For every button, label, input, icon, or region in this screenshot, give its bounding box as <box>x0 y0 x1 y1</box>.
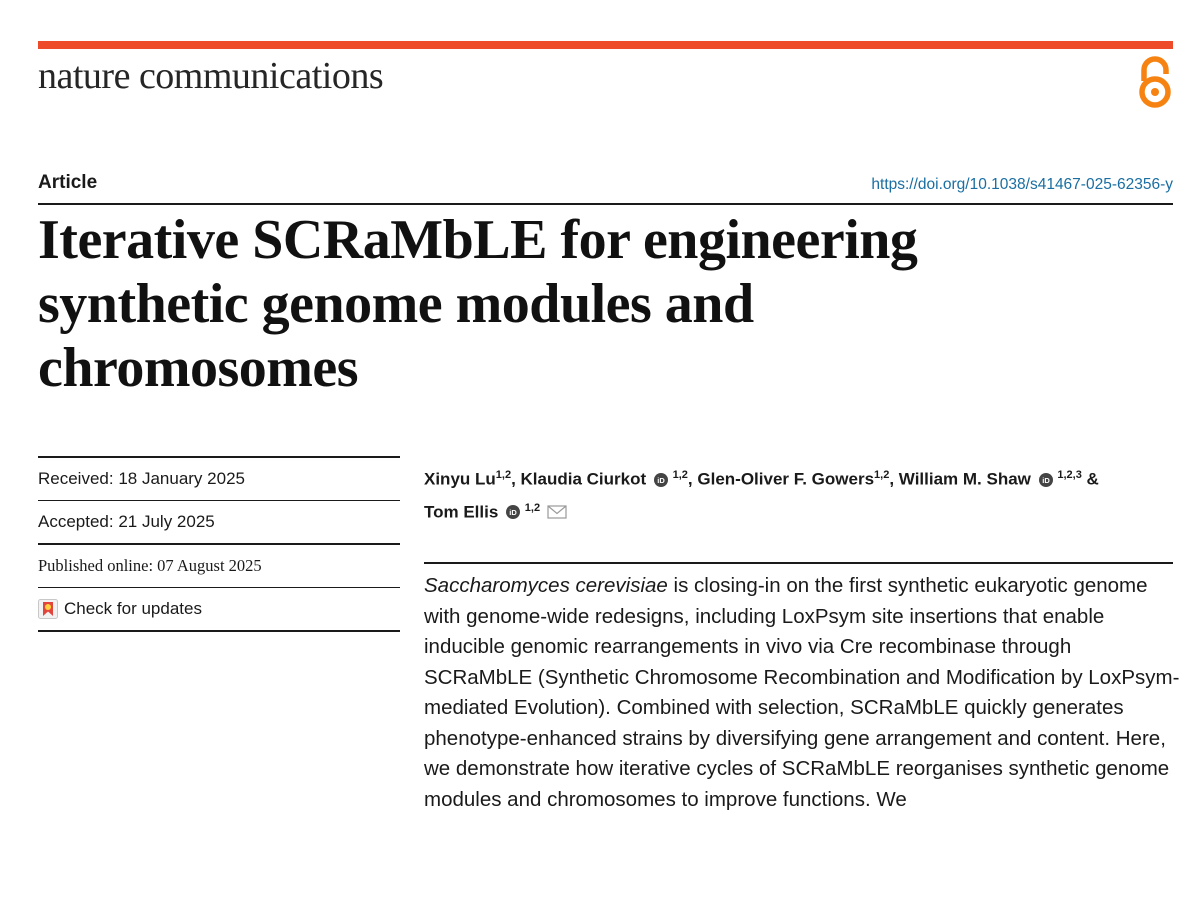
doi-link[interactable]: https://doi.org/10.1038/s41467-025-62356-y <box>871 176 1173 193</box>
published-date: Published online: 07 August 2025 <box>38 555 262 575</box>
author-name[interactable]: Glen-Oliver F. Gowers <box>697 469 875 489</box>
orcid-icon[interactable] <box>506 505 520 519</box>
title-line: chromosomes <box>38 337 359 399</box>
open-access-icon <box>1137 57 1173 109</box>
crossmark-icon <box>38 599 58 619</box>
orcid-icon[interactable] <box>654 473 668 487</box>
svg-text:iD: iD <box>1041 475 1050 485</box>
header-divider <box>38 203 1173 205</box>
author-separator: , <box>511 469 521 489</box>
author-name[interactable]: William M. Shaw <box>898 469 1031 489</box>
abstract-species: Saccharomyces cerevisiae <box>424 574 668 597</box>
abstract-body: is closing-in on the first synthetic eukaryotic genome with genome-wide redesigns, including LoxPsym site insertions that enable inducible genomic rearrangements in vivo via Cre recombinase through SCRaMbLE (Synthetic Chromosome Recombination and Modification by LoxPsym-mediated Evolution). Combined with selection, SCRaMbLE quickly generates phenotype-enhanced strains by diversifying gene arrangement and content. Here, we demonstrate how iterative cycles of SCRaMbLE reorganises synthetic genome modules and chromosomes to improve functions. We <box>424 574 1180 811</box>
author-affiliation: 1,2 <box>672 469 688 481</box>
check-for-updates-button[interactable] <box>38 588 400 630</box>
accepted-date: Accepted: 21 July 2025 <box>38 512 215 531</box>
author-name[interactable]: Klaudia Ciurkot <box>520 469 647 489</box>
abstract-divider <box>424 562 1173 564</box>
orcid-icon[interactable] <box>1039 473 1053 487</box>
journal-name[interactable]: nature communications <box>38 55 384 97</box>
title-line: synthetic genome modules and <box>38 273 754 335</box>
title-line: Iterative SCRaMbLE for engineering <box>38 209 918 271</box>
publication-dates <box>38 456 400 632</box>
check-for-updates-label: Check for updates <box>64 599 202 618</box>
author-list <box>424 461 1184 526</box>
author-name[interactable]: Xinyu Lu <box>424 469 496 489</box>
abstract-text <box>424 571 1184 811</box>
author-affiliation: 1,2 <box>524 501 541 514</box>
author-separator: & <box>1081 469 1099 489</box>
author-affiliation: 1,2 <box>874 469 890 481</box>
envelope-icon[interactable] <box>547 504 567 520</box>
received-date: Received: 18 January 2025 <box>38 468 245 488</box>
article-type-label: Article <box>38 172 98 193</box>
author-separator: , <box>687 469 698 489</box>
svg-text:iD: iD <box>509 508 517 518</box>
author-name[interactable]: Tom Ellis <box>424 502 499 522</box>
article-title <box>38 208 1168 400</box>
author-affiliation: 1,2 <box>495 469 512 481</box>
author-affiliation: 1,2,3 <box>1057 469 1082 481</box>
journal-accent-bar <box>38 41 1173 49</box>
author-separator: , <box>889 469 899 489</box>
svg-text:iD: iD <box>657 475 665 485</box>
date-divider <box>38 630 400 632</box>
